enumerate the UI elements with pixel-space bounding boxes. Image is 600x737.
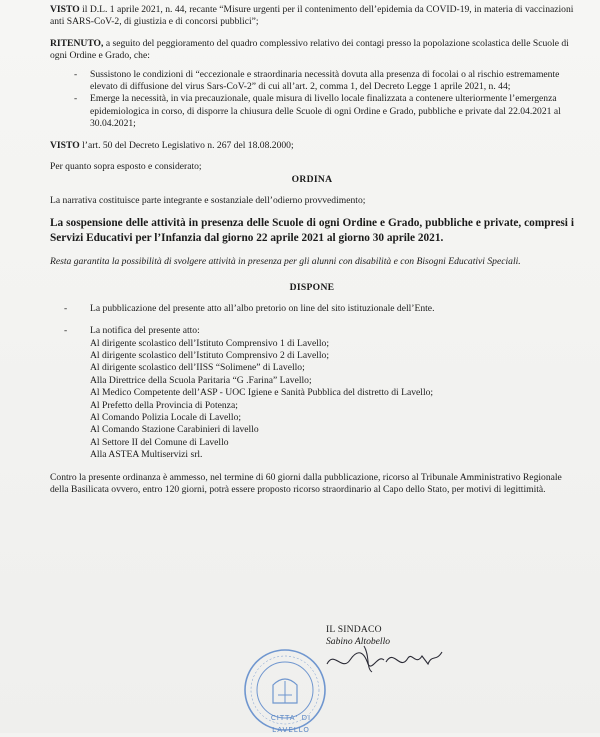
pubblicazione-text: La pubblicazione del presente atto all’albo pretorio on line del sito istituzionale dell’Ente. xyxy=(90,302,435,314)
recipient-item: Al Settore II del Comune di Lavello xyxy=(90,436,229,448)
handwritten-signature xyxy=(324,642,444,676)
signature-name: Sabino Altobello xyxy=(326,636,391,648)
bullet-dash: - xyxy=(74,68,78,80)
bullet-dash: - xyxy=(64,302,68,314)
dispone-heading: DISPONE xyxy=(289,282,335,294)
list-item xyxy=(50,69,574,94)
sospensione-paragraph: La sospensione delle attività in presenza delle Scuole di ogni Ordine e Grado, pubbliche e private, compresi i Servizi Educativi per l’Infanzia dal giorno 22 aprile 2021 al giorno 30 aprile 2021. xyxy=(50,217,574,244)
dispone-list xyxy=(50,303,574,462)
signature-block xyxy=(326,624,526,649)
visto-text: il D.L. 1 aprile 2021, n. 44, recante “Misure urgenti per il contenimento dell’epidemia da COVID-19, in materia di vaccinazioni anti SARS-CoV-2, di giustizia e di concorsi pubblici”; xyxy=(50,4,574,28)
bullet-text: Sussistono le condizioni di “eccezionale e straordinaria necessità dovuta alla presenza di focolai o al rischio estremamente elevato di diffusione del virus Sars-CoV-2” di cui all’art. 2, comma 1, del Decreto Legge 1 aprile 2021, n. 44; xyxy=(90,68,560,93)
ordina-heading: ORDINA xyxy=(291,174,333,186)
garantita-paragraph: Resta garantita la possibilità di svolgere attività in presenza per gli alunni con disabilità e con Bisogni Educativi Speciali. xyxy=(50,255,521,267)
visto-label: VISTO xyxy=(50,139,80,151)
recipient-item: Alla ASTEA Multiservizi srl. xyxy=(90,449,203,461)
per-quanto-paragraph: Per quanto sopra esposto e considerato; xyxy=(50,161,202,173)
recipient-item: Al dirigente scolastico dell’IISS “Solimene” di Lavello; xyxy=(90,362,305,374)
visto-paragraph-1 xyxy=(50,4,574,29)
bullet-dash: - xyxy=(64,325,68,337)
ritenuto-section xyxy=(50,38,574,131)
stamp-ring-text: CITTA' DI LAVELLO xyxy=(270,714,312,735)
recipient-item: Al Medico Competente dell’ASP - UOC Igiene e Sanità Pubblica del distretto di Lavello; xyxy=(90,387,434,399)
signature-title: IL SINDACO xyxy=(326,624,382,635)
ritenuto-text: a seguito del peggioramento del quadro complessivo relativo dei contagi presso la popolazione scolastica delle Scuole di ogni Ordine e Grado, che: xyxy=(50,37,569,62)
visto-paragraph-2 xyxy=(50,140,574,152)
visto-label: VISTO xyxy=(50,4,80,15)
ritenuto-label: RITENUTO, xyxy=(50,37,104,49)
visto-text: l’art. 50 del Decreto Legislativo n. 267 del 18.08.2000; xyxy=(82,139,294,151)
list-item xyxy=(50,325,574,461)
recipient-item: Al Prefetto della Provincia di Potenza; xyxy=(90,399,238,411)
bullet-text: Emerge la necessità, in via precauzionale, quale misura di livello locale finalizzata a contenere ulteriormente l’emergenza epidemiologica in corso, di disporre la chiusura delle Scuole di ogni Ordine e Grado, pubbliche e private dal 22.04.2021 al 30.04.2021; xyxy=(90,93,561,130)
narrativa-paragraph: La narrativa costituisce parte integrante e sostanziale dell’odierno provvedimento; xyxy=(50,194,366,206)
recipient-item: Al Comando Polizia Locale di Lavello; xyxy=(90,411,242,423)
bullet-dash: - xyxy=(74,93,78,105)
ritenuto-paragraph xyxy=(50,38,574,63)
ricorso-paragraph: Contro la presente ordinanza è ammesso, nel termine di 60 giorni dalla pubblicazione, ricorso al Tribunale Amministrativo Regionale della Basilicata ovvero, entro 120 giorni, potrà essere proposto ricorso straordinario al Capo dello Stato, per motivi di legittimità. xyxy=(50,471,562,495)
recipient-item: Al dirigente scolastico dell’Istituto Comprensivo 2 di Lavello; xyxy=(90,349,330,361)
list-item xyxy=(50,303,574,315)
recipient-item: Al dirigente scolastico dell’Istituto Comprensivo 1 di Lavello; xyxy=(90,337,330,349)
list-item xyxy=(50,93,574,130)
recipient-item: Alla Direttrice della Scuola Paritaria “G .Farina” Lavello; xyxy=(90,374,312,386)
notifica-intro: La notifica del presente atto: xyxy=(90,325,200,337)
ritenuto-bullets xyxy=(50,69,574,131)
recipients-list xyxy=(90,338,574,462)
recipient-item: Al Comando Stazione Carabinieri di lavello xyxy=(90,424,259,436)
